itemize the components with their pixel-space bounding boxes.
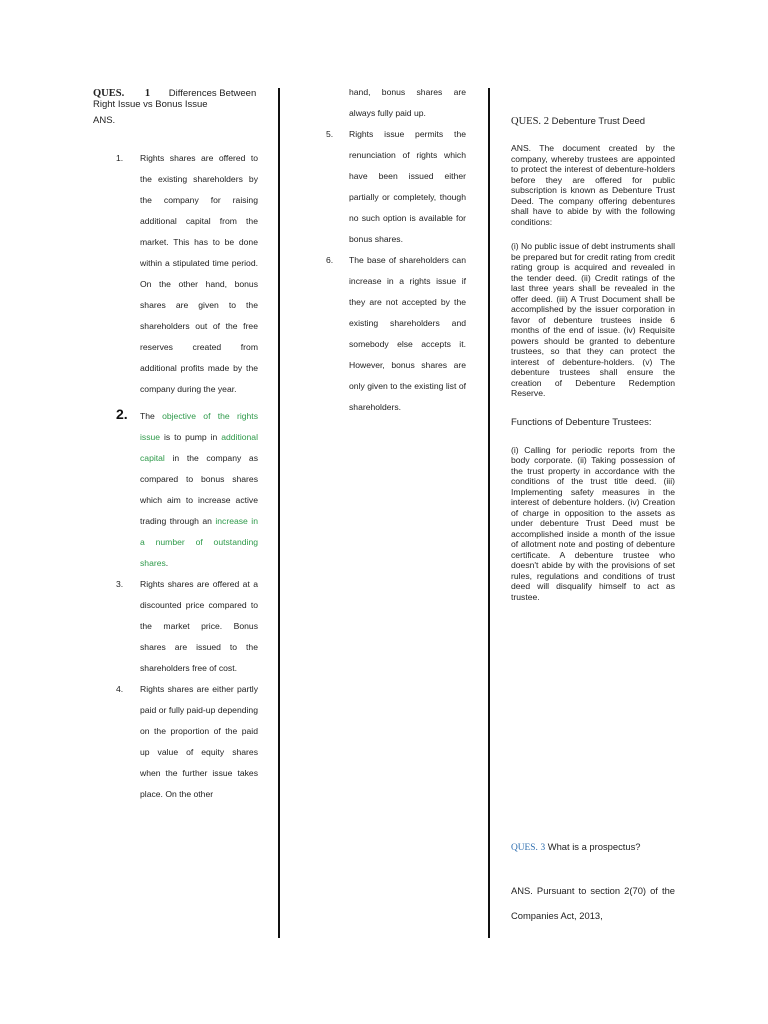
- item-number: 2.: [116, 406, 128, 422]
- item-text-highlight: objective of the rights issue: [140, 411, 258, 442]
- question-1-number: 1: [144, 88, 151, 99]
- question-2-heading: [511, 116, 675, 127]
- list-item: [326, 124, 466, 250]
- item-text-part: The: [140, 411, 163, 421]
- answer-label: ANS.: [93, 115, 116, 126]
- item-text: hand, bonus shares are always fully paid up.: [349, 87, 466, 118]
- item-text: Rights shares are offered at a discounted price compared to the market price. Bonus shares are issued to the shareholders free of cost.: [140, 579, 258, 673]
- answer-list-1: [93, 148, 258, 805]
- item-number: 6.: [326, 255, 334, 265]
- question-1-heading: [93, 88, 258, 110]
- functions-heading: Functions of Debenture Trustees:: [511, 416, 652, 428]
- item-number: 1.: [116, 153, 124, 163]
- item-text-highlight: increase in a number of outstanding shares: [140, 516, 258, 568]
- functions-text: (i) Calling for periodic reports from the body corporate. (ii) Taking possession of the trust property in accordance with the conditions of the trust title deed. (iii) Implementing safety measures in the interest of debenture holders. (iv) Creation of charge in opposition to the assets as under debenture Trust Deed must be accomplished inside a month of the issue of allotment note and posting of debenture certificate. A debenture trustee who doesn't abide by with the provisions of set rules, regulations and conditions of trust deed will disqualify himself to act as trustee.: [511, 444, 675, 602]
- column-divider-left: [278, 88, 280, 938]
- answer-list-2: [326, 82, 466, 418]
- item-text-highlight: additional capital: [140, 432, 258, 463]
- list-item: [116, 679, 258, 805]
- item-number: 3.: [116, 579, 124, 589]
- item-text: The base of shareholders can increase in a rights issue if they are not accepted by the existing shareholders and somebody else accepts it. However, bonus shares are only given to the existing list of shareholders.: [349, 255, 466, 412]
- column-3: [511, 116, 675, 921]
- item-text: Rights issue permits the renunciation of rights which have been issued either partially or completely, though no such option is available for bonus shares.: [349, 129, 466, 244]
- question-2-conditions: (i) No public issue of debt instruments shall be prepared but for credit rating from credit rating group is acquired and revealed in the tender deed. (ii) Credit ratings of the last three years shall be revealed in the offer deed. (iii) A Trust Document shall be accomplished by the issuer corporation in favor of debenture trustees inside 6 months of the end of issue. (iv) Requisite powers should be granted to debenture trustees, so that they can protect the interest of debenture-holders. (v) The debenture trustees shall ensure the creation of Debenture Redemption Reserve.: [511, 241, 675, 398]
- item-text-part: in the company as compared to bonus shares which aim to increase active trading through an: [140, 453, 258, 526]
- question-3-heading: [511, 841, 641, 853]
- question-3-label: QUES.: [511, 843, 538, 853]
- question-2-label: QUES.: [511, 116, 542, 127]
- item-text-part: .: [165, 558, 169, 568]
- item-text: Rights shares are offered to the existing shareholders by the company for raising additional capital from the market. This has to be done within a stipulated time period. On the other hand, bonus shares are given to the shareholders out of the free reserves created from additional profits made by the company during the year.: [140, 153, 258, 394]
- item-number: 5.: [326, 129, 334, 139]
- question-1-label: QUES.: [93, 88, 125, 99]
- column-2: [326, 82, 466, 418]
- column-divider-right: [488, 88, 490, 938]
- question-3-answer: ANS. Pursuant to section 2(70) of the Companies Act, 2013,: [511, 885, 675, 921]
- question-1-title-line1: Differences Between: [168, 88, 257, 99]
- list-item: [116, 574, 258, 679]
- item-text: Rights shares are either partly paid or fully paid-up depending on the proportion of the paid up value of equity shares when the further issue takes place. On the other: [140, 684, 258, 799]
- item-number: 4.: [116, 684, 124, 694]
- question-2-answer: ANS. The document created by the company, whereby trustees are appointed to protect the interest of debenture-holders before they are offered for public subscription is known as Debenture Trust Deed. The company offering debentures shall have to abide by with the following conditions:: [511, 143, 675, 227]
- question-1-title-line2: Right Issue vs Bonus Issue: [93, 99, 208, 110]
- question-3-title: What is a prospectus?: [547, 841, 641, 852]
- question-3-number: 3: [540, 843, 546, 853]
- question-2-number: 2: [543, 116, 549, 127]
- list-item: [116, 148, 258, 400]
- list-item-continued: [349, 82, 466, 124]
- column-1: [93, 88, 258, 805]
- list-item: [326, 250, 466, 418]
- item-text-part: is to pump in: [160, 432, 222, 442]
- question-2-title: Debenture Trust Deed: [551, 116, 646, 127]
- list-item: [116, 406, 258, 574]
